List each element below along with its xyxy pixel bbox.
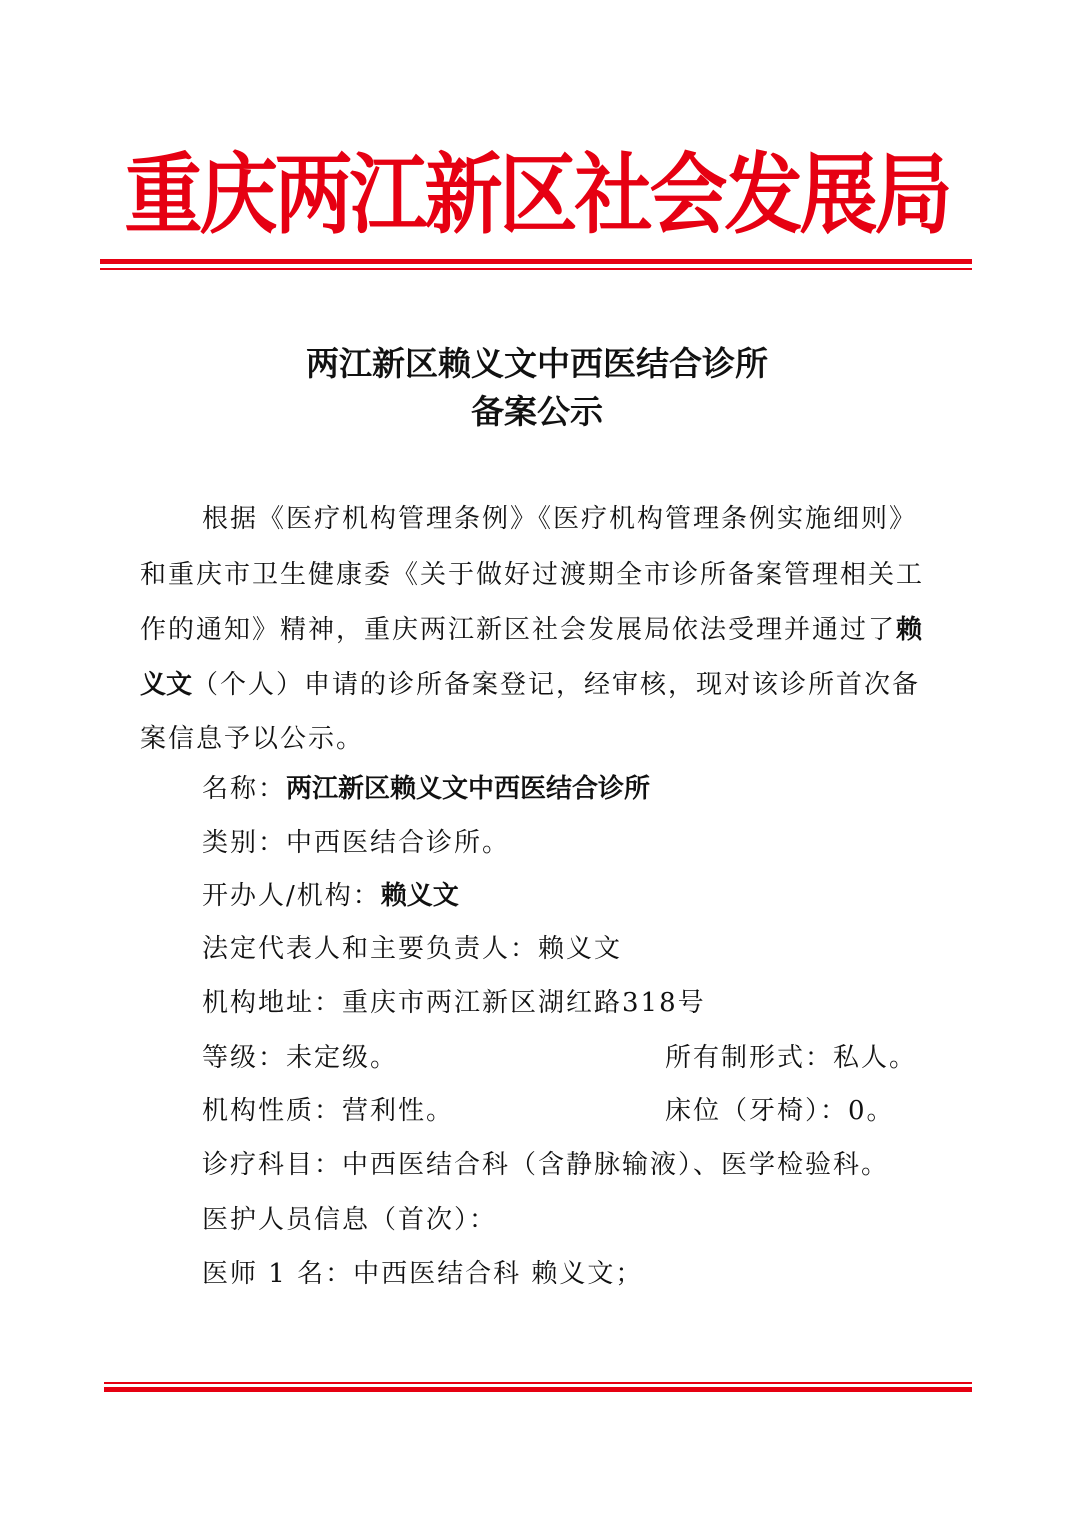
field-category: 类别：中西医结合诊所。 <box>202 828 511 858</box>
footer-rule-thick <box>104 1387 972 1392</box>
header-rule-thin <box>100 268 972 270</box>
field-address: 机构地址：重庆市两江新区湖红路318号 <box>202 988 706 1018</box>
field-grade: 等级：未定级。 <box>202 1043 399 1073</box>
field-beds: 床位（牙椅）：0。 <box>665 1096 895 1126</box>
document-title-line1: 两江新区赖义文中西医结合诊所 <box>306 344 768 383</box>
header-rule-thick <box>100 259 972 264</box>
applicant-name-part1: 赖 <box>896 615 923 645</box>
field-name-label: 名称： <box>202 774 287 804</box>
field-staff-header: 医护人员信息（首次）： <box>202 1205 498 1235</box>
applicant-name-part2: 义文 <box>140 670 193 700</box>
field-doctors: 医师 1 名：中西医结合科 赖义文； <box>202 1259 644 1289</box>
intro-line-3 <box>140 603 922 657</box>
intro-line-3-text: 作的通知》精神，重庆两江新区社会发展局依法受理并通过了 <box>140 615 897 645</box>
field-name-value: 两江新区赖义文中西医结合诊所 <box>286 774 651 804</box>
field-legal-rep: 法定代表人和主要负责人：赖义文 <box>202 934 623 964</box>
document-title-line2: 备案公示 <box>471 392 603 431</box>
field-operator <box>202 869 459 923</box>
field-operator-value: 赖义文 <box>380 881 459 911</box>
field-departments: 诊疗科目：中西医结合科（含静脉输液）、医学检验科。 <box>202 1150 890 1180</box>
field-operator-label: 开办人/机构： <box>202 881 381 911</box>
organization-header: 重庆两江新区社会发展局 <box>124 145 950 247</box>
intro-line-5: 案信息予以公示。 <box>140 724 365 754</box>
intro-line-1: 根据《医疗机构管理条例》《医疗机构管理条例实施细则》 <box>202 504 918 534</box>
field-nature: 机构性质：营利性。 <box>202 1096 455 1126</box>
intro-line-4-text: （个人）申请的诊所备案登记，经审核，现对该诊所首次备 <box>192 670 921 700</box>
intro-line-2: 和重庆市卫生健康委《关于做好过渡期全市诊所备案管理相关工 <box>140 560 925 590</box>
footer-rule-thin <box>104 1382 972 1384</box>
field-ownership: 所有制形式：私人。 <box>665 1043 918 1073</box>
intro-line-4 <box>140 658 920 712</box>
field-name <box>202 762 650 816</box>
